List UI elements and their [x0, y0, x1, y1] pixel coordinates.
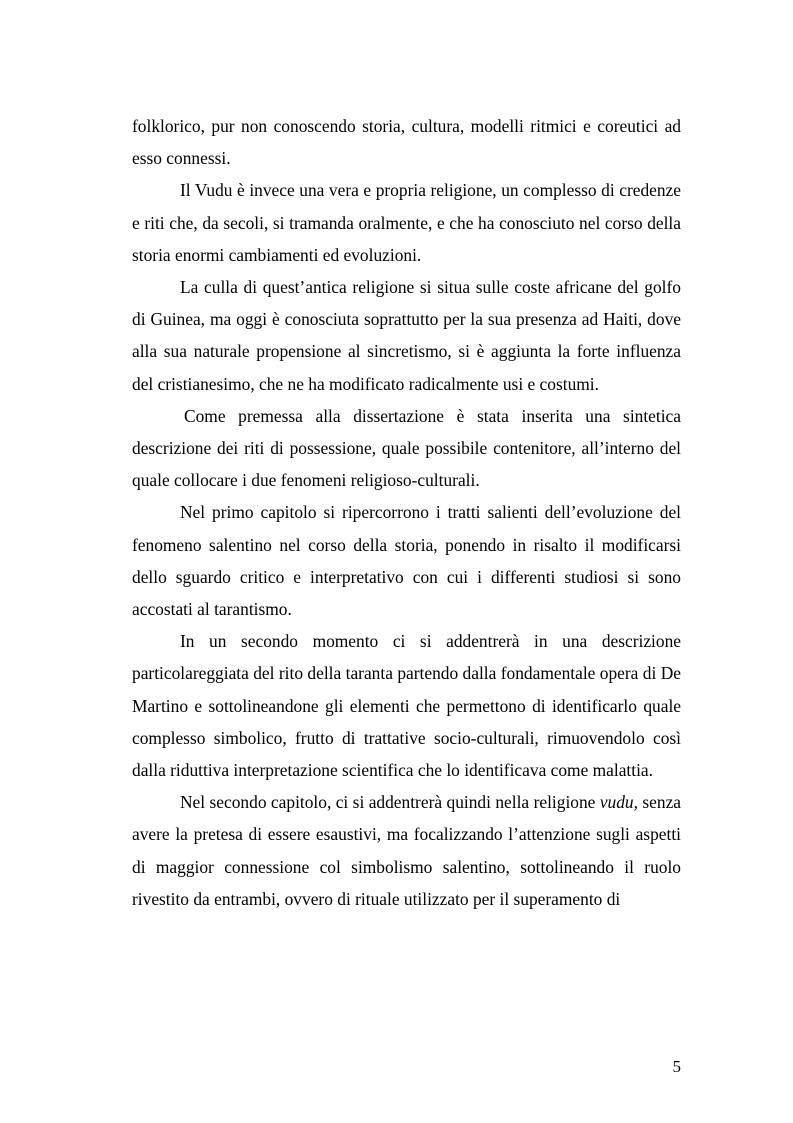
paragraph-7-lead: Nel secondo capitolo, ci si addentrerà quindi nella religione: [180, 792, 600, 813]
paragraph-4: Come premessa alla dissertazione è stata inserita una sintetica descrizione dei riti di possessione, quale possibile contenitore, all’interno del quale collocare i due fenomeni religioso-culturali.: [132, 405, 681, 491]
paragraph-6: In un secondo momento ci si addentrerà in una descrizione particolareggiata del rito della taranta partendo dalla fondamentale opera di De Martino e sottolineandone gli elementi che permettono di identificarlo quale complesso simbolico, frutto di trattative socio-culturali, rimuovendolo così dalla riduttiva interpretazione scientifica che lo identificava come malattia.: [132, 631, 681, 781]
paragraph-5: Nel primo capitolo si ripercorrono i tratti salienti dell’evoluzione del fenomeno salentino nel corso della storia, ponendo in risalto il modificarsi dello sguardo critico e interpretativo con cui i differenti studiosi si sono accostati al tarantismo.: [132, 502, 681, 620]
paragraph-2: Il Vudu è invece una vera e propria religione, un complesso di credenze e riti che, da secoli, si tramanda oralmente, e che ha conosciuto nel corso della storia enormi cambiamenti ed evoluzioni.: [132, 180, 681, 265]
emphasized-term: vudu,: [599, 792, 638, 813]
page-number: 5: [672, 1057, 681, 1076]
paragraph-7-rest: senza avere la pretesa di essere esaustivi, ma focalizzando l’attenzione sugli aspetti di maggior connessione col simbolismo salentino, sottolineando il ruolo rivestito da entrambi, ovvero di rituale utilizzato per il superamento di: [132, 792, 682, 909]
paragraph-3: La culla di quest’antica religione si situa sulle coste africane del golfo di Guinea, ma oggi è conosciuta soprattutto per la sua presenza ad Haiti, dove alla sua naturale propensione al sincretismo, si è aggiunta la forte influenza del cristianesimo, che ne ha modificato radicalmente usi e costumi.: [132, 277, 681, 394]
page-body: [132, 110, 681, 915]
paragraph-7: [132, 786, 681, 915]
paragraph-1: folklorico, pur non conoscendo storia, cultura, modelli ritmici e coreutici ad esso connessi.: [132, 116, 681, 169]
